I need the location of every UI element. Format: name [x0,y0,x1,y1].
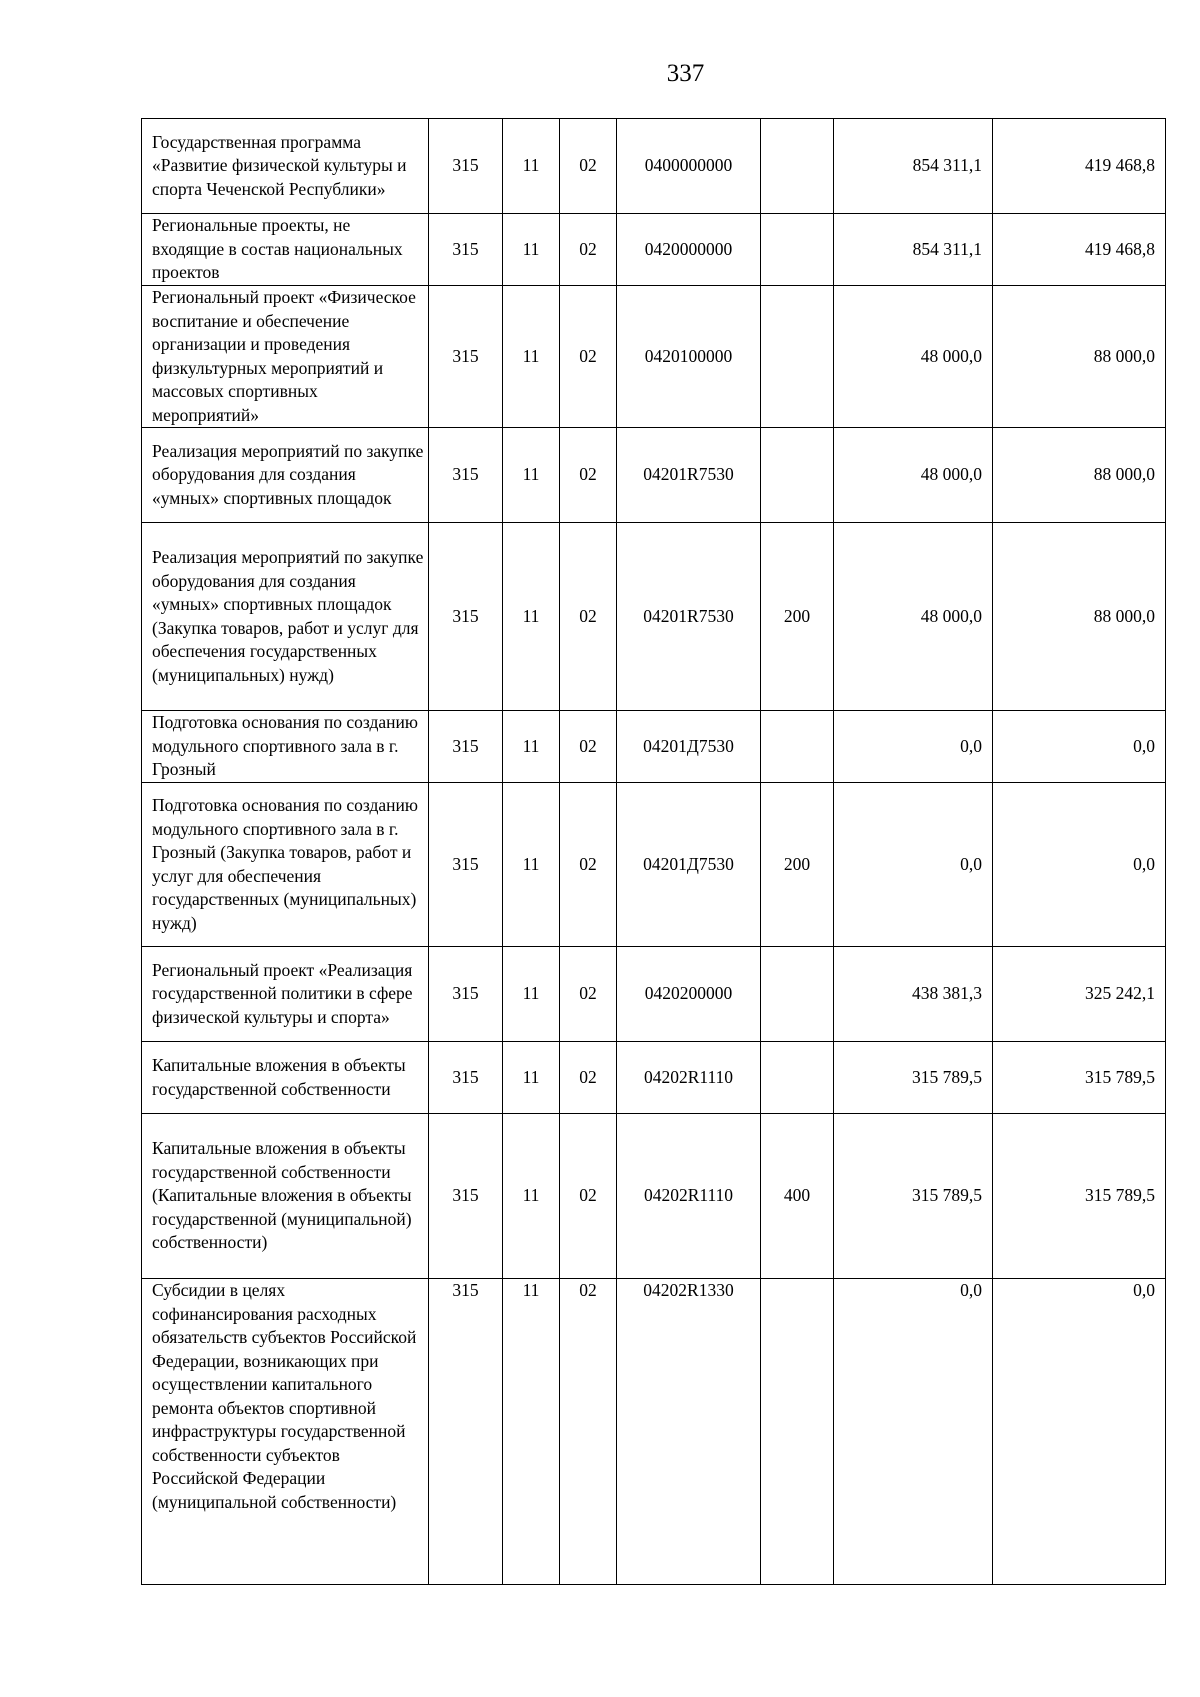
row-subsection: 02 [560,523,617,711]
row-sum-year2: 0,0 [993,711,1166,783]
row-expense-type [761,119,834,214]
row-sum-year1: 48 000,0 [834,428,993,523]
row-target-code: 04201R7530 [617,523,761,711]
row-target-code: 04202R1110 [617,1114,761,1279]
table-row [142,523,1166,711]
row-grbs: 315 [429,214,503,286]
row-grbs: 315 [429,1114,503,1279]
row-section: 11 [503,119,560,214]
row-name: Подготовка основания по созданию модульного спортивного зала в г. Грозный [142,711,429,783]
row-grbs: 315 [429,947,503,1042]
row-name: Субсидии в целях софинансирования расходных обязательств субъектов Российской Федерации, возникающих при осуществлении капитального ремонта объектов спортивной инфраструктуры государственной собственности субъектов Российской Федерации (муниципальной собственности) [142,1279,429,1585]
row-grbs: 315 [429,711,503,783]
row-sum-year1: 438 381,3 [834,947,993,1042]
row-section: 11 [503,711,560,783]
table-row [142,1042,1166,1114]
row-grbs: 315 [429,523,503,711]
row-sum-year2: 419 468,8 [993,119,1166,214]
row-name: Капитальные вложения в объекты государственной собственности [142,1042,429,1114]
row-sum-year1: 0,0 [834,711,993,783]
row-sum-year2: 419 468,8 [993,214,1166,286]
row-expense-type [761,711,834,783]
row-target-code: 04201Д7530 [617,711,761,783]
row-expense-type [761,214,834,286]
row-target-code: 0420100000 [617,286,761,428]
table-row [142,119,1166,214]
table-row [142,783,1166,947]
row-expense-type [761,1042,834,1114]
row-sum-year2: 315 789,5 [993,1042,1166,1114]
row-subsection: 02 [560,286,617,428]
table-row [142,711,1166,783]
row-sum-year1: 0,0 [834,1279,993,1585]
row-subsection: 02 [560,1114,617,1279]
row-grbs: 315 [429,119,503,214]
row-target-code: 0400000000 [617,119,761,214]
row-sum-year2: 88 000,0 [993,286,1166,428]
row-sum-year1: 0,0 [834,783,993,947]
row-name: Региональный проект «Реализация государственной политики в сфере физической культуры и спорта» [142,947,429,1042]
table-row [142,947,1166,1042]
row-subsection: 02 [560,783,617,947]
row-subsection: 02 [560,428,617,523]
row-expense-type [761,286,834,428]
row-grbs: 315 [429,428,503,523]
row-expense-type: 200 [761,523,834,711]
row-target-code: 04201Д7530 [617,783,761,947]
row-sum-year1: 315 789,5 [834,1042,993,1114]
row-expense-type [761,428,834,523]
row-subsection: 02 [560,214,617,286]
row-subsection: 02 [560,947,617,1042]
row-section: 11 [503,523,560,711]
row-sum-year2: 325 242,1 [993,947,1166,1042]
row-section: 11 [503,783,560,947]
row-sum-year1: 315 789,5 [834,1114,993,1279]
row-name: Региональные проекты, не входящие в состав национальных проектов [142,214,429,286]
row-expense-type [761,1279,834,1585]
row-target-code: 04201R7530 [617,428,761,523]
row-sum-year2: 88 000,0 [993,523,1166,711]
row-grbs: 315 [429,1279,503,1585]
row-grbs: 315 [429,783,503,947]
row-section: 11 [503,1042,560,1114]
row-sum-year1: 48 000,0 [834,286,993,428]
row-section: 11 [503,214,560,286]
row-section: 11 [503,1114,560,1279]
row-expense-type: 200 [761,783,834,947]
row-section: 11 [503,286,560,428]
row-target-code: 04202R1110 [617,1042,761,1114]
row-sum-year1: 48 000,0 [834,523,993,711]
page-number: 337 [666,60,705,87]
row-name: Капитальные вложения в объекты государственной собственности (Капитальные вложения в объекты государственной (муниципальной) собственности) [142,1114,429,1279]
row-expense-type [761,947,834,1042]
row-subsection: 02 [560,711,617,783]
row-sum-year1: 854 311,1 [834,214,993,286]
row-sum-year2: 0,0 [993,1279,1166,1585]
table-row [142,214,1166,286]
row-sum-year2: 88 000,0 [993,428,1166,523]
row-subsection: 02 [560,119,617,214]
row-name: Подготовка основания по созданию модульного спортивного зала в г. Грозный (Закупка товаров, работ и услуг для обеспечения государственных (муниципальных) нужд) [142,783,429,947]
row-target-code: 04202R1330 [617,1279,761,1585]
row-sum-year2: 315 789,5 [993,1114,1166,1279]
row-sum-year1: 854 311,1 [834,119,993,214]
row-name: Реализация мероприятий по закупке оборудования для создания «умных» спортивных площадок (Закупка товаров, работ и услуг для обеспечения государственных (муниципальных) нужд) [142,523,429,711]
row-sum-year2: 0,0 [993,783,1166,947]
table-row [142,1114,1166,1279]
table-row [142,1279,1166,1585]
row-name: Государственная программа «Развитие физической культуры и спорта Чеченской Республики» [142,119,429,214]
row-target-code: 0420200000 [617,947,761,1042]
row-target-code: 0420000000 [617,214,761,286]
row-name: Региональный проект «Физическое воспитание и обеспечение организации и проведения физкультурных мероприятий и массовых спортивных мероприятий» [142,286,429,428]
row-section: 11 [503,428,560,523]
row-expense-type: 400 [761,1114,834,1279]
row-name: Реализация мероприятий по закупке оборудования для создания «умных» спортивных площадок [142,428,429,523]
budget-table [141,118,1166,1585]
row-subsection: 02 [560,1042,617,1114]
row-section: 11 [503,947,560,1042]
row-section: 11 [503,1279,560,1585]
table-row [142,428,1166,523]
table-row [142,286,1166,428]
row-subsection: 02 [560,1279,617,1585]
row-grbs: 315 [429,286,503,428]
row-grbs: 315 [429,1042,503,1114]
